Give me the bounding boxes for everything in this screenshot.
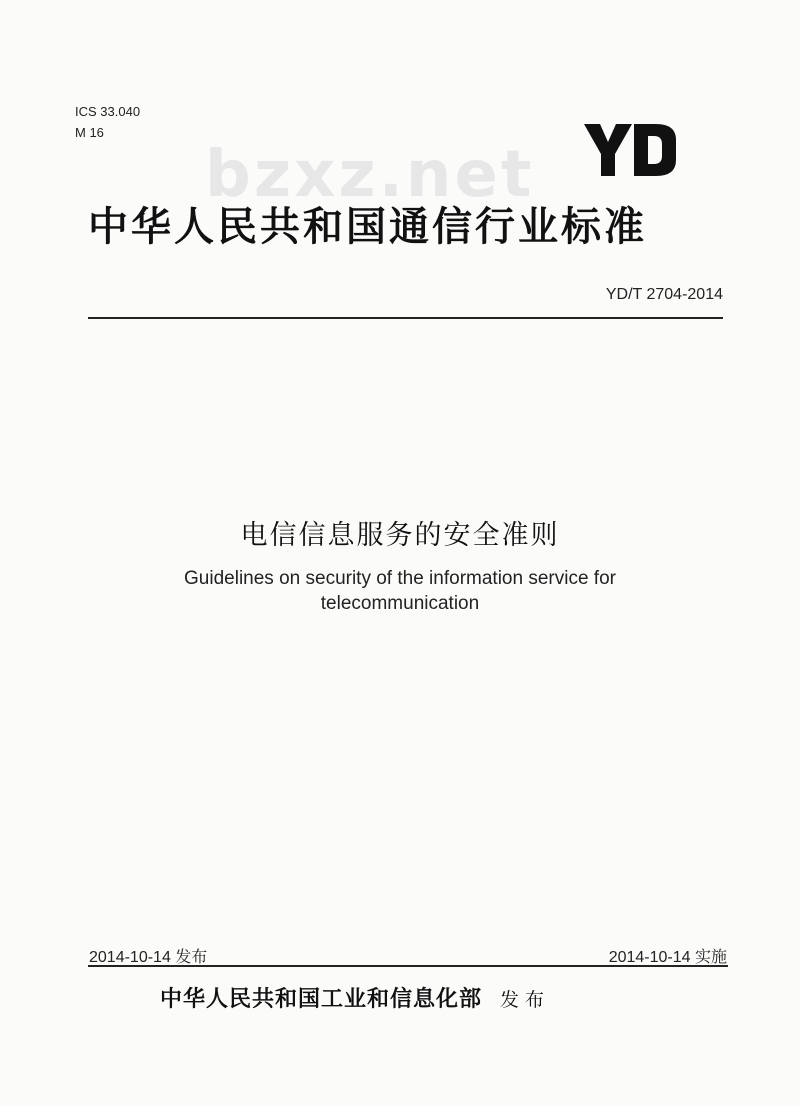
standard-category-title: 中华人民共和国通信行业标准 <box>88 204 647 250</box>
publish-date: 2014-10-14 发布 <box>89 949 208 966</box>
document-title-english: Guidelines on security of the information service for telecommunication <box>184 568 616 614</box>
standard-number: YD/T 2704-2014 <box>605 286 723 303</box>
ics-code: ICS 33.040 <box>75 104 141 119</box>
issuer-suffix: 发布 <box>500 989 551 1011</box>
yd-logo <box>582 120 678 180</box>
issuing-authority <box>160 982 550 1013</box>
document-title-chinese: 电信信息服务的安全准则 <box>240 520 560 551</box>
header-divider <box>88 317 723 319</box>
classification-code: M 16 <box>75 125 104 140</box>
footer-divider <box>88 965 728 967</box>
watermark-text: bzxz.net <box>205 138 535 212</box>
implementation-date: 2014-10-14 实施 <box>608 949 727 966</box>
issuer-name: 中华人民共和国工业和信息化部 <box>160 986 483 1012</box>
